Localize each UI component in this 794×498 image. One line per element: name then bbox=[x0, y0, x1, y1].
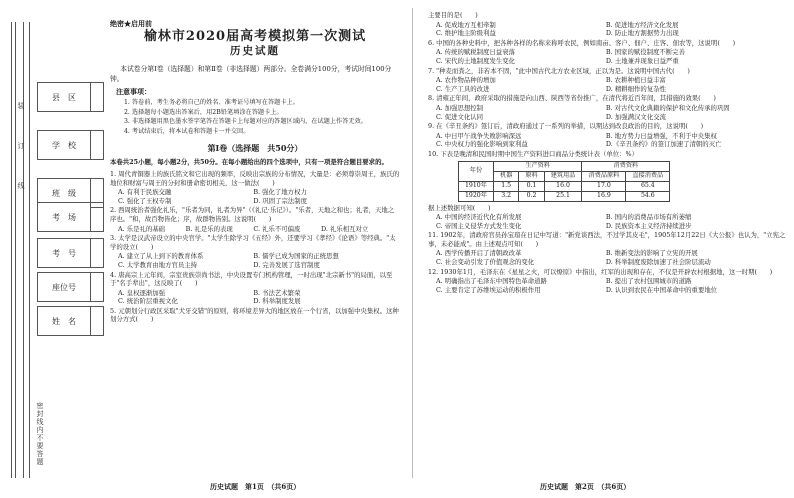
notice-item: 2. 选择题每小题选出答案后，用2B铅笔填涂在答题卡上。 bbox=[124, 108, 283, 116]
table-header: 建筑用品 bbox=[544, 171, 582, 181]
option: C. 促进文化认同 bbox=[436, 112, 484, 121]
question-10-answer: 据上述数据可知( ) A. 中国的经济近代化有所发展 B. 国内的消费品市场有所萎缩 C. 帝国主义侵华方式发生变化 D. 民族资本主义经济持续进步 bbox=[428, 204, 790, 231]
table-header: 年份 bbox=[459, 161, 494, 181]
option: A. 中日甲午战争失败影响深远 bbox=[436, 131, 522, 140]
table-header: 机器 bbox=[493, 171, 518, 181]
option: B. 强化了地方权力 bbox=[253, 188, 307, 197]
footer-page-2: 历史试题 第2页 （共6页） bbox=[540, 482, 631, 491]
option: B. 礼是乐的表现 bbox=[185, 224, 233, 233]
table-row: 1920年 3.2 0.2 25.1 16.9 54.6 bbox=[459, 191, 670, 201]
option: B. 国内的消费品市场有所萎缩 bbox=[605, 213, 692, 222]
page-1 bbox=[110, 20, 400, 325]
option: C. 主要肯定了苏维埃运动的积极作用 bbox=[436, 285, 541, 294]
option: B. 儒学已成为国家的正统思想 bbox=[253, 252, 339, 261]
notice-heading: 注意事项： bbox=[116, 86, 151, 96]
option: A. 促成地方互相牵制 bbox=[436, 20, 496, 29]
option: B. 地方势力日益增强，不利于中央集权 bbox=[605, 131, 717, 140]
page-divider bbox=[412, 8, 413, 478]
option: C. 中央权力的强化影响到家利益 bbox=[436, 140, 528, 149]
question-8: 8. 清雍正年间，政府采取的措施是向山西、陕西等省份推广，在清代将近百年间，其措施的效果( ) A. 加强思想控制 B. 对古代文化典籍的保护和文化传承的巩固 C. 促进文化认同 D. 加强满汉文化交流 bbox=[428, 94, 790, 121]
binding-line-label: 装 订 线 bbox=[17, 102, 25, 190]
section-heading: 第Ⅰ卷（选择题 共50分） bbox=[207, 143, 303, 154]
notice-item: 1. 答卷前，考生务必将自己的姓名、准考证号填写在答题卡上。 bbox=[124, 99, 299, 107]
option: C. 太学教育由地方官员主持 bbox=[118, 260, 198, 269]
option: D. 土地兼并现象日益严重 bbox=[605, 56, 679, 65]
option: B. 维新变法的影响了立宪的开展 bbox=[605, 249, 698, 258]
question-6: 6. 中国的各种史料中，把各种各样的名称来称呼农民，例如南亩、客户、佃户、庄客、佃农等，这说明( ) A. 传统的赋税制度日益衰落 B. 国家的赋役制度不断完善 C. 宋代的土地制度发生变化 D. 土地兼并现象日益严重 bbox=[428, 39, 790, 66]
option: D. 认识到农民在中国革命中的重要地位 bbox=[605, 285, 718, 294]
school-field[interactable]: 学 校 bbox=[37, 130, 91, 160]
option: A. 传统的赋税制度日益衰落 bbox=[436, 48, 515, 57]
option: D.《辛丑条约》的签订加速了清朝的灭亡 bbox=[605, 140, 722, 149]
option: C. 生产工具的改进 bbox=[436, 84, 490, 93]
question-10: 10. 下表是晚清和民国时期中国生产资料进口商品分类统计表（单位：%） bbox=[428, 149, 638, 158]
exam-number-field[interactable]: 考 号 bbox=[37, 238, 91, 268]
option: D. 防止地方割据势力出现 bbox=[605, 29, 679, 38]
option: B. 对古代文化典籍的保护和文化传承的巩固 bbox=[605, 103, 730, 112]
option: D. 科举制度发展 bbox=[253, 297, 301, 306]
option: A. 皇权逐渐加强 bbox=[118, 288, 166, 297]
table-header: 直接消费品 bbox=[626, 171, 670, 181]
option: D. 完善发展了选官制度 bbox=[253, 260, 320, 269]
page-2 bbox=[428, 10, 790, 294]
table-header: 消费品原料 bbox=[582, 171, 626, 181]
option: B. 国家的赋役制度不断完善 bbox=[605, 48, 685, 57]
option: C. 强化了王权专制 bbox=[118, 196, 172, 205]
option: A. 西学传播开启了清朝政改革 bbox=[436, 249, 522, 258]
option: C. 帝国主义侵华方式发生变化 bbox=[436, 221, 522, 230]
import-table bbox=[458, 161, 670, 202]
option: D. 科举制度废除加速了社会阶层流动 bbox=[605, 258, 711, 267]
option: D. 民族资本主义经济持续进步 bbox=[605, 221, 692, 230]
table-header: 原料 bbox=[519, 171, 544, 181]
option: A. 明确指出了毛泽东中国特色革命道路 bbox=[436, 277, 547, 286]
option: A. 中国的经济近代化有所发展 bbox=[436, 213, 522, 222]
option: A. 农作物品种的增加 bbox=[436, 76, 496, 85]
option: D. 精耕细作的复杂性 bbox=[605, 84, 666, 93]
option: B. 农耕种植日益丰富 bbox=[605, 76, 666, 85]
exam-intro: 本试卷分第Ⅰ卷（选择题）和第Ⅱ卷（非选择题）两部分。全卷满分100分，考试时间100分钟。 bbox=[110, 64, 392, 83]
question-9: 9. 在《辛丑条约》签订后，清政府通过了一系列的举措，以期达到改良政治的目的，这说明( ) A. 中日甲午战争失败影响深远 B. 地方势力日益增强，不利于中央集权 C. 中央权力的强化影响到家利益 D.《辛丑条约》的签订加速了清朝的灭亡 bbox=[428, 122, 790, 149]
question-12: 12. 1930年1月，毛泽东在《星星之火，可以燎原》中指出，红军的出现和存在，不仅是开辟农村根据地，这一时期( ) A. 明确指出了毛泽东中国特色革命道路 B. 提出了农村包围城市的道路 C. 主要肯定了苏维埃运动的积极作用 D. 认识到农民在中国革命中的重要地位 bbox=[428, 268, 790, 295]
county-field[interactable]: 县 区 bbox=[37, 82, 91, 112]
notice-item: 3. 非选择题用黑色墨水签字笔答在答题卡上每题对应的答题区域内，在试题上作答无效。 bbox=[124, 118, 367, 126]
seal-warning: 密封线内不要答题 bbox=[36, 402, 44, 466]
seat-number-field[interactable]: 座位号 bbox=[37, 272, 91, 302]
option: D. 礼乐相互对立 bbox=[321, 224, 369, 233]
option: C. 礼乐不可偏废 bbox=[253, 224, 301, 233]
binding-strip bbox=[5, 22, 105, 478]
question-7: 7. "种麦而粪之，非若本不固，"此中国古代北方农业区域，正以为是。这说明中国古代( ) A. 农作物品种的增加 B. 农耕种植日益丰富 C. 生产工具的改进 D. 精耕细作的复杂性 bbox=[428, 67, 790, 94]
question-2: 2. 西周统治者强化礼乐，"乐者为同，礼者为异"（《礼记·乐记》）。"乐者，天地之和也；礼者，天地之序也。"和，故百物皆化；序，故群物皆别。这说明( ) A. 乐是礼的基础 B. 礼是乐的表现 C. 礼乐不可偏废 D. 礼乐相互对立 bbox=[110, 206, 395, 233]
table-header: 生产资料 bbox=[493, 161, 582, 171]
option: D. 巩固了宗法制度 bbox=[253, 196, 308, 205]
exam-title: 榆林市2020届高考模拟第一次测试 bbox=[143, 28, 367, 44]
option: B. 书法艺术繁荣 bbox=[253, 288, 301, 297]
question-11: 11. 1902年，清政府官员孙宝瑄在日记中写道："新党谈西法，不过学其皮毛"，1905年12月22日《大公报》也认为，"立宪之事，未必能成"。由上述观点可知( ) A. 西学传播开启了清朝政改革 B. 维新变法的影响了立宪的开展 C. 社会变动引发了价值观念的变化 D. 科举制度废除加速了社会阶层流动 bbox=[428, 231, 786, 267]
option: C. 维护地主阶级利益 bbox=[436, 29, 496, 38]
question-4: 4. 唐高宗上元年间，宗室贵族崇尚书法，中央设置专门机构管理，一时出现"北宗新书"的局面，以至于"名手辈出"，这反映了( ) A. 皇权逐渐加强 B. 书法艺术繁荣 C. 统治阶层重视文化 D. 科举制度发展 bbox=[110, 270, 393, 306]
exam-room-field[interactable]: 考 场 bbox=[37, 202, 91, 232]
option: A. 加强思想控制 bbox=[436, 103, 484, 112]
question-5: 5. 元朝划分行政区采取"犬牙交错"的原则，将环境差异大的地区放在一个行省，以加强中央集权。这种划分方式( ) bbox=[110, 306, 399, 324]
option: A. 有利于民族交融 bbox=[118, 188, 172, 197]
option: D. 加强满汉文化交流 bbox=[605, 112, 666, 121]
footer-page-1: 历史试题 第1页 （共6页） bbox=[210, 482, 301, 491]
question-1: 1. 周代青铜器上的族氏铭文和它出现的频率，反映出宗族的分布情况，大量是：必须尊崇周王，族氏的地位和财富与周王的分封和册命密切相关，这一做法( ) A. 有利于民族交融 B. 强化了地方权力 C. 强化了王权专制 D. 巩固了宗法制度 bbox=[110, 169, 400, 205]
option: A. 乐是礼的基础 bbox=[118, 224, 166, 233]
table-row: 1910年 1.5 0.1 16.0 17.0 65.4 bbox=[459, 181, 670, 191]
exam-subtitle: 历史试题 bbox=[230, 45, 280, 58]
option: C. 宋代的土地制度发生变化 bbox=[436, 56, 516, 65]
question-3: 3. 太学是汉武帝设立的中央官学。"太学生除学习《五经》外，还要学习《孝经》《论语》等经典。"太学的设立( ) A. 建立了从上到下的教育体系 B. 儒学已成为国家的正统思想 C. 太学教育由地方官员主持 D. 完善发展了选官制度 bbox=[110, 234, 396, 269]
question-5-cont: 主要目的是( ) A. 促成地方互相牵制 B. 促进地方经济文化发展 C. 维护地主阶级利益 D. 防止地方割据势力出现 bbox=[428, 11, 790, 38]
notice-item: 4. 考试结束后，将本试卷和答题卡一并交回。 bbox=[124, 127, 250, 135]
table-header: 消费资料 bbox=[582, 161, 670, 171]
option: B. 提出了农村包围城市的道路 bbox=[605, 277, 692, 286]
option: C. 统治阶层重视文化 bbox=[118, 297, 178, 306]
section-instruction: 本卷共25小题，每小题2分，共50分。在每小题给出的四个选项中，只有一项是符合题目要求的。 bbox=[110, 157, 388, 166]
name-field[interactable]: 姓 名 bbox=[37, 306, 91, 336]
option: B. 促进地方经济文化发展 bbox=[605, 20, 679, 29]
option: A. 建立了从上到下的教育体系 bbox=[118, 252, 204, 261]
confidential-badge: 绝密★启用前 bbox=[110, 19, 152, 28]
class-field[interactable]: 班 级 bbox=[37, 178, 91, 208]
option: C. 社会变动引发了价值观念的变化 bbox=[436, 258, 535, 267]
